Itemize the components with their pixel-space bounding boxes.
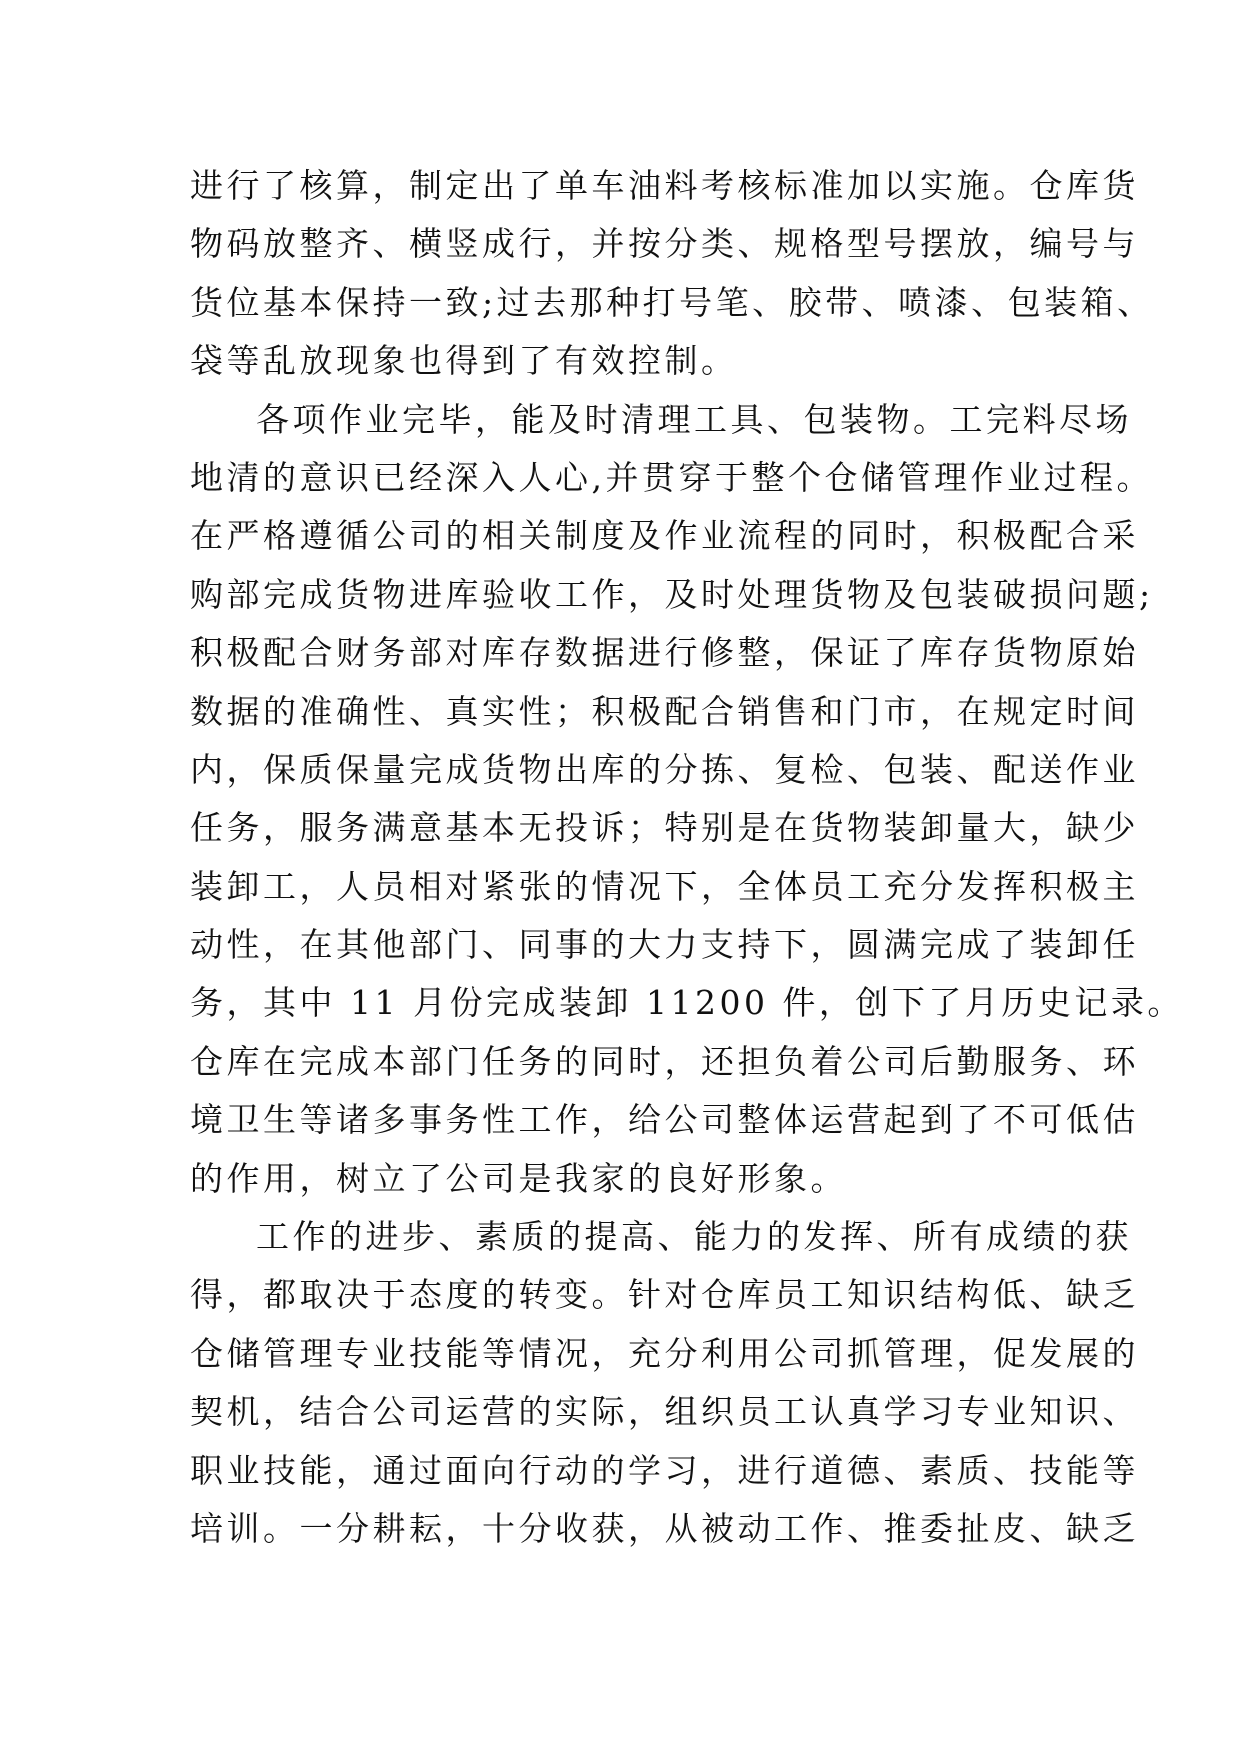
paragraph-first-line: 各项作业完毕，能及时清理工具、包装物。工完料尽场 <box>256 399 1132 439</box>
text-line: 装卸工，人员相对紧张的情况下，全体员工充分发挥积极主 <box>190 866 1139 906</box>
text-line: 职业技能，通过面向行动的学习，进行道德、素质、技能等 <box>190 1450 1139 1490</box>
text-line: 契机，结合公司运营的实际，组织员工认真学习专业知识、 <box>190 1392 1139 1432</box>
text-line: 动性，在其他部门、同事的大力支持下，圆满完成了装卸任 <box>190 925 1139 965</box>
text-line: 货位基本保持一致;过去那种打号笔、胶带、喷漆、包装箱、 <box>190 282 1154 322</box>
text-line: 得，都取决于态度的转变。针对仓库员工知识结构低、缺乏 <box>190 1275 1139 1315</box>
text-line: 购部完成货物进库验收工作，及时处理货物及包装破损问题; <box>190 574 1154 614</box>
text-line: 仓库在完成本部门任务的同时，还担负着公司后勤服务、环 <box>190 1041 1139 1081</box>
text-line: 务，其中 11 月份完成装卸 11200 件，创下了月历史记录。 <box>190 983 1184 1023</box>
body-text <box>190 157 1184 1558</box>
text-line: 在严格遵循公司的相关制度及作业流程的同时，积极配合采 <box>190 516 1139 556</box>
text-line: 境卫生等诸多事务性工作，给公司整体运营起到了不可低估 <box>190 1100 1139 1140</box>
text-line: 积极配合财务部对库存数据进行修整，保证了库存货物原始 <box>190 633 1139 673</box>
text-line: 袋等乱放现象也得到了有效控制。 <box>190 341 738 381</box>
text-line: 物码放整齐、横竖成行，并按分类、规格型号摆放，编号与 <box>190 224 1139 264</box>
text-line: 地清的意识已经深入人心,并贯穿于整个仓储管理作业过程。 <box>190 457 1153 497</box>
text-line: 仓储管理专业技能等情况，充分利用公司抓管理，促发展的 <box>190 1333 1139 1373</box>
text-line: 进行了核算，制定出了单车油料考核标准加以实施。仓库货 <box>190 166 1139 205</box>
text-line: 的作用，树立了公司是我家的良好形象。 <box>190 1158 847 1198</box>
text-line: 培训。一分耕耘，十分收获，从被动工作、推委扯皮、缺乏 <box>190 1508 1139 1548</box>
text-line: 数据的准确性、真实性；积极配合销售和门市，在规定时间 <box>190 691 1139 731</box>
text-line: 任务，服务满意基本无投诉；特别是在货物装卸量大，缺少 <box>190 808 1139 848</box>
text-line: 内，保质保量完成货物出库的分拣、复检、包装、配送作业 <box>190 749 1139 789</box>
paragraph-first-line: 工作的进步、素质的提高、能力的发挥、所有成绩的获 <box>256 1217 1132 1257</box>
